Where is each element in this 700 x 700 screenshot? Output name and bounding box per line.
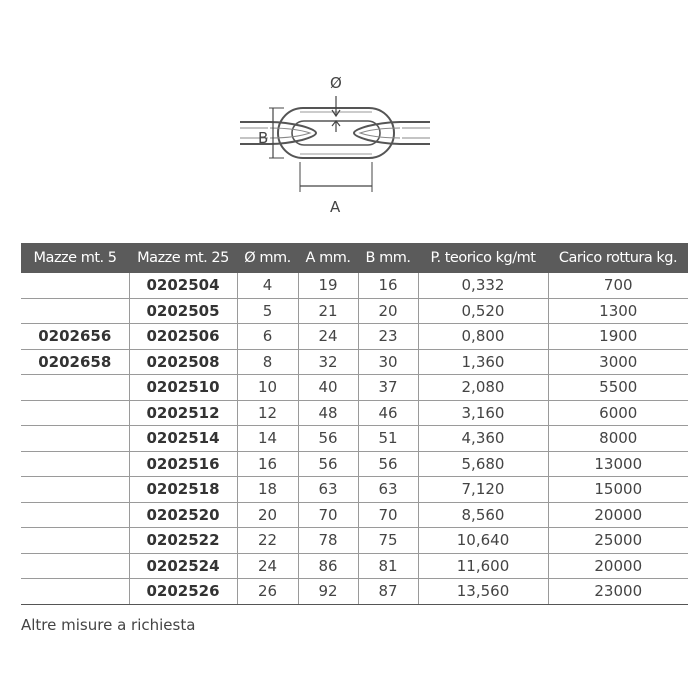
header-a: A mm. bbox=[298, 243, 358, 273]
cell-mazze-5 bbox=[21, 477, 129, 503]
cell-weight: 4,360 bbox=[418, 426, 548, 452]
cell-breaking-load: 3000 bbox=[548, 349, 688, 375]
cell-mazze-5 bbox=[21, 502, 129, 528]
cell-weight: 0,800 bbox=[418, 324, 548, 350]
table-row bbox=[21, 451, 688, 477]
cell-breaking-load: 13000 bbox=[548, 451, 688, 477]
header-weight: P. teorico kg/mt bbox=[418, 243, 548, 273]
table-row bbox=[21, 477, 688, 503]
cell-mazze-25: 0202505 bbox=[129, 298, 237, 324]
cell-mazze-5 bbox=[21, 400, 129, 426]
table-row bbox=[21, 553, 688, 579]
cell-weight: 8,560 bbox=[418, 502, 548, 528]
cell-weight: 5,680 bbox=[418, 451, 548, 477]
cell-diameter: 16 bbox=[237, 451, 298, 477]
cell-weight: 1,360 bbox=[418, 349, 548, 375]
cell-mazze-5 bbox=[21, 451, 129, 477]
cell-diameter: 10 bbox=[237, 375, 298, 401]
cell-weight: 2,080 bbox=[418, 375, 548, 401]
cell-mazze-5 bbox=[21, 298, 129, 324]
cell-weight: 13,560 bbox=[418, 579, 548, 605]
cell-b: 37 bbox=[358, 375, 418, 401]
cell-weight: 7,120 bbox=[418, 477, 548, 503]
cell-breaking-load: 25000 bbox=[548, 528, 688, 554]
cell-breaking-load: 1900 bbox=[548, 324, 688, 350]
cell-mazze-25: 0202518 bbox=[129, 477, 237, 503]
cell-b: 30 bbox=[358, 349, 418, 375]
cell-mazze-25: 0202522 bbox=[129, 528, 237, 554]
cell-mazze-25: 0202512 bbox=[129, 400, 237, 426]
cell-mazze-5: 0202658 bbox=[21, 349, 129, 375]
cell-breaking-load: 8000 bbox=[548, 426, 688, 452]
cell-mazze-5: 0202656 bbox=[21, 324, 129, 350]
diameter-label: Ø bbox=[330, 74, 342, 92]
cell-diameter: 18 bbox=[237, 477, 298, 503]
cell-b: 63 bbox=[358, 477, 418, 503]
table-row bbox=[21, 298, 688, 324]
cell-mazze-5 bbox=[21, 579, 129, 605]
cell-a: 56 bbox=[298, 426, 358, 452]
cell-a: 70 bbox=[298, 502, 358, 528]
cell-mazze-25: 0202526 bbox=[129, 579, 237, 605]
table-row bbox=[21, 528, 688, 554]
cell-b: 70 bbox=[358, 502, 418, 528]
cell-b: 51 bbox=[358, 426, 418, 452]
cell-b: 75 bbox=[358, 528, 418, 554]
cell-diameter: 24 bbox=[237, 553, 298, 579]
cell-diameter: 5 bbox=[237, 298, 298, 324]
cell-breaking-load: 6000 bbox=[548, 400, 688, 426]
cell-mazze-25: 0202514 bbox=[129, 426, 237, 452]
cell-a: 48 bbox=[298, 400, 358, 426]
table-row bbox=[21, 579, 688, 605]
cell-a: 78 bbox=[298, 528, 358, 554]
table-row bbox=[21, 324, 688, 350]
dimension-a-label: A bbox=[330, 198, 341, 216]
cell-a: 86 bbox=[298, 553, 358, 579]
cell-breaking-load: 23000 bbox=[548, 579, 688, 605]
cell-diameter: 12 bbox=[237, 400, 298, 426]
cell-a: 19 bbox=[298, 273, 358, 298]
cell-diameter: 20 bbox=[237, 502, 298, 528]
cell-b: 87 bbox=[358, 579, 418, 605]
cell-b: 81 bbox=[358, 553, 418, 579]
dimension-b-label: B bbox=[258, 129, 269, 147]
cell-breaking-load: 15000 bbox=[548, 477, 688, 503]
cell-diameter: 22 bbox=[237, 528, 298, 554]
cell-mazze-5 bbox=[21, 273, 129, 298]
cell-b: 46 bbox=[358, 400, 418, 426]
cell-mazze-25: 0202516 bbox=[129, 451, 237, 477]
table-row bbox=[21, 426, 688, 452]
cell-a: 24 bbox=[298, 324, 358, 350]
table-row bbox=[21, 375, 688, 401]
cell-mazze-25: 0202520 bbox=[129, 502, 237, 528]
cell-diameter: 26 bbox=[237, 579, 298, 605]
cell-b: 16 bbox=[358, 273, 418, 298]
cell-weight: 0,520 bbox=[418, 298, 548, 324]
cell-a: 56 bbox=[298, 451, 358, 477]
cell-breaking-load: 1300 bbox=[548, 298, 688, 324]
table-row bbox=[21, 273, 688, 298]
cell-mazze-25: 0202510 bbox=[129, 375, 237, 401]
cell-a: 92 bbox=[298, 579, 358, 605]
cell-mazze-25: 0202506 bbox=[129, 324, 237, 350]
header-mazze-25: Mazze mt. 25 bbox=[129, 243, 237, 273]
table-row bbox=[21, 400, 688, 426]
cell-a: 32 bbox=[298, 349, 358, 375]
chain-spec-table bbox=[21, 243, 688, 605]
chain-link-drawing bbox=[240, 60, 430, 220]
cell-weight: 11,600 bbox=[418, 553, 548, 579]
cell-mazze-5 bbox=[21, 553, 129, 579]
cell-a: 21 bbox=[298, 298, 358, 324]
cell-weight: 3,160 bbox=[418, 400, 548, 426]
cell-mazze-25: 0202508 bbox=[129, 349, 237, 375]
cell-breaking-load: 5500 bbox=[548, 375, 688, 401]
cell-mazze-25: 0202524 bbox=[129, 553, 237, 579]
cell-b: 23 bbox=[358, 324, 418, 350]
cell-a: 63 bbox=[298, 477, 358, 503]
cell-diameter: 8 bbox=[237, 349, 298, 375]
header-b: B mm. bbox=[358, 243, 418, 273]
cell-diameter: 4 bbox=[237, 273, 298, 298]
header-mazze-5: Mazze mt. 5 bbox=[21, 243, 129, 273]
cell-breaking-load: 20000 bbox=[548, 553, 688, 579]
table-row bbox=[21, 349, 688, 375]
table-row bbox=[21, 502, 688, 528]
cell-mazze-5 bbox=[21, 528, 129, 554]
cell-b: 56 bbox=[358, 451, 418, 477]
cell-mazze-25: 0202504 bbox=[129, 273, 237, 298]
table-header-row bbox=[21, 243, 688, 273]
cell-mazze-5 bbox=[21, 426, 129, 452]
header-breaking-load: Carico rottura kg. bbox=[548, 243, 688, 273]
cell-b: 20 bbox=[358, 298, 418, 324]
chain-link-diagram bbox=[240, 60, 430, 220]
cell-a: 40 bbox=[298, 375, 358, 401]
footer-note: Altre misure a richiesta bbox=[21, 616, 196, 634]
cell-breaking-load: 700 bbox=[548, 273, 688, 298]
cell-weight: 0,332 bbox=[418, 273, 548, 298]
header-diameter: Ø mm. bbox=[237, 243, 298, 273]
cell-breaking-load: 20000 bbox=[548, 502, 688, 528]
cell-mazze-5 bbox=[21, 375, 129, 401]
cell-weight: 10,640 bbox=[418, 528, 548, 554]
cell-diameter: 6 bbox=[237, 324, 298, 350]
cell-diameter: 14 bbox=[237, 426, 298, 452]
